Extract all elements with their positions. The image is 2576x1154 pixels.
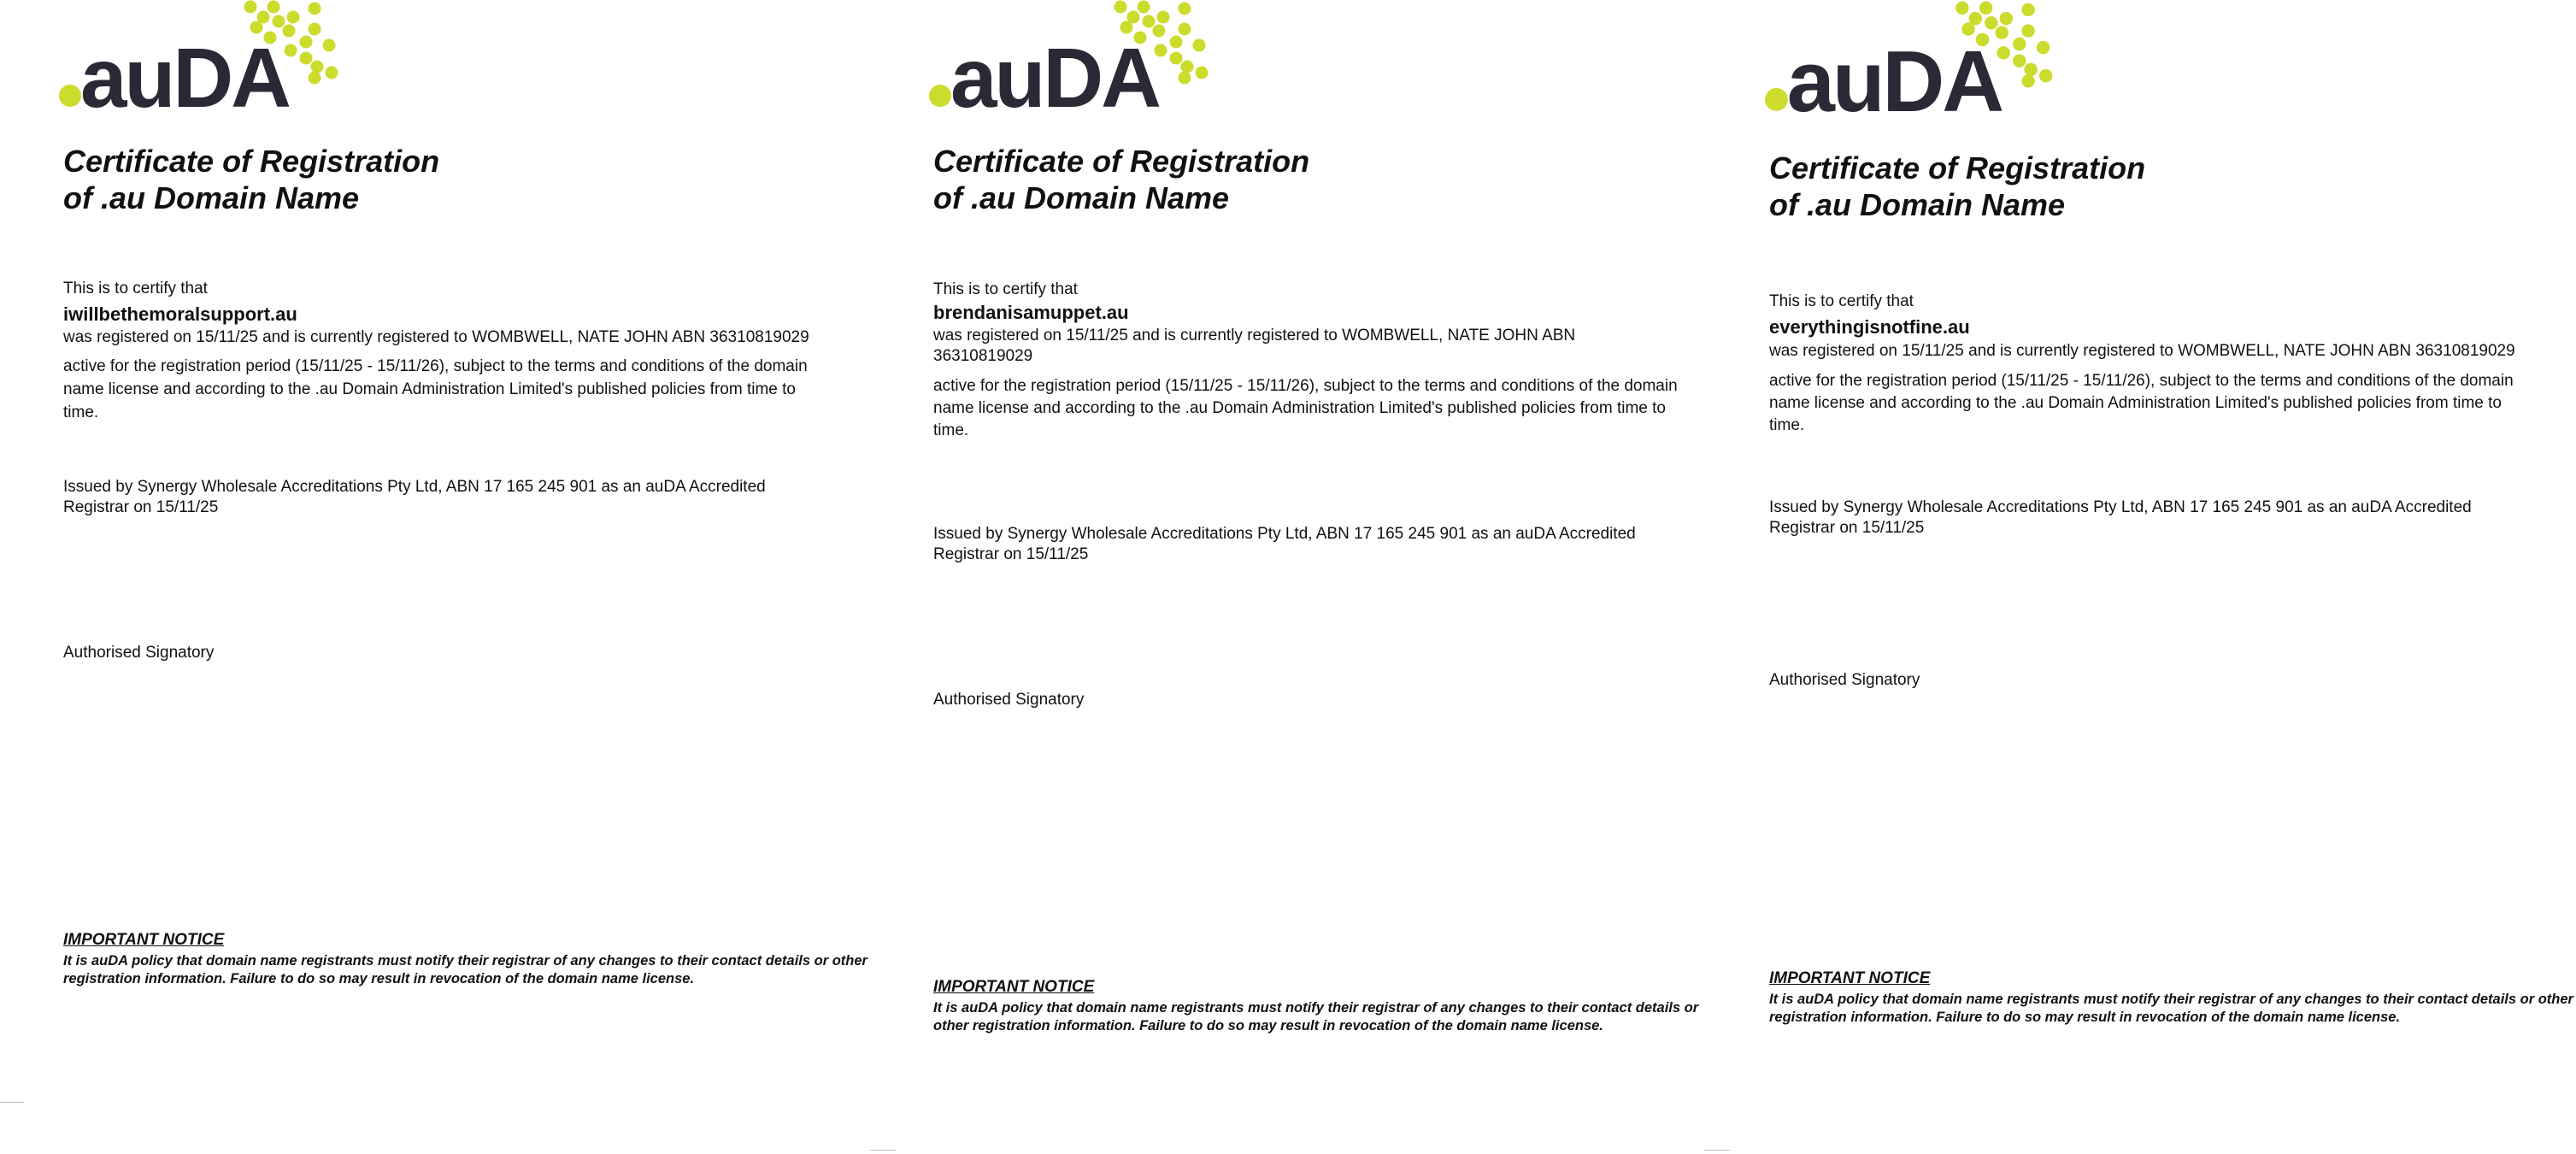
domain-name: iwillbethemoralsupport.au (63, 303, 297, 325)
domain-name: everythingisnotfine.au (1769, 316, 1970, 338)
certificate-title (1769, 150, 2145, 223)
domain-name: brendanisamuppet.au (933, 302, 1129, 323)
authorised-signatory: Authorised Signatory (63, 644, 215, 662)
auda-logo (928, 0, 1210, 125)
title-line-1: Certificate of Registration (933, 144, 1310, 179)
important-notice-heading: IMPORTANT NOTICE (63, 931, 225, 949)
certify-label: This is to certify that (933, 280, 1078, 298)
logo-wordmark: auDA (1786, 33, 2003, 130)
logo-wordmark: auDA (80, 31, 289, 125)
important-notice-heading: IMPORTANT NOTICE (1769, 969, 1931, 987)
auda-logo-graphic (928, 0, 1210, 125)
certify-label: This is to certify that (1769, 292, 1914, 310)
registration-details: was registered on 15/11/25 and is currently registered to WOMBWELL, NATE JOHN ABN 36310819029 (63, 328, 809, 346)
certificate-title (933, 143, 1309, 216)
title-line-1: Certificate of Registration (63, 144, 440, 179)
title-line-2: of .au Domain Name (933, 180, 1230, 215)
auda-logo-graphic (1764, 0, 2055, 130)
registration-details: was registered on 15/11/25 and is currently registered to WOMBWELL, NATE JOHN ABN 36310819029 (1769, 342, 2515, 360)
auda-logo (58, 0, 340, 125)
important-notice-body: It is auDA policy that domain name registrants must notify their registrar of any changes to their contact details or other registration information. Failure to do so may result in revocation of the domain name license. (1769, 992, 2573, 1025)
authorised-signatory: Authorised Signatory (1769, 671, 1920, 689)
title-line-2: of .au Domain Name (63, 180, 360, 215)
page-edge-mark (0, 1102, 24, 1103)
registration-details: was registered on 15/11/25 and is currently registered to WOMBWELL, NATE JOHN ABN 36310819029 (933, 327, 1576, 365)
registration-period: active for the registration period (15/11/25 - 15/11/26), subject to the terms and conditions of the domain name license and according to the .au Domain Administration Limited's published policies from time to time. (933, 377, 1678, 439)
important-notice-body: It is auDA policy that domain name registrants must notify their registrar of any changes to their contact details or other registration information. Failure to do so may result in revocation of the domain name license. (933, 1000, 1699, 1033)
issuer-statement: Issued by Synergy Wholesale Accreditations Pty Ltd, ABN 17 165 245 901 as an auDA Accredited Registrar on 15/11/25 (63, 478, 766, 516)
important-notice-body: It is auDA policy that domain name registrants must notify their registrar of any changes to their contact details or other registration information. Failure to do so may result in revocation of the domain name license. (63, 953, 867, 986)
registration-period: active for the registration period (15/11/25 - 15/11/26), subject to the terms and conditions of the domain name license and according to the .au Domain Administration Limited's published policies from time to time. (1769, 372, 2514, 434)
important-notice-heading: IMPORTANT NOTICE (933, 978, 1095, 996)
auda-logo-graphic (58, 0, 340, 125)
certify-label: This is to certify that (63, 280, 208, 297)
certificate-2 (870, 0, 1725, 1154)
logo-wordmark: auDA (950, 31, 1159, 125)
certificate-1 (0, 0, 870, 1154)
issuer-statement: Issued by Synergy Wholesale Accreditations Pty Ltd, ABN 17 165 245 901 as an auDA Accredited Registrar on 15/11/25 (933, 525, 1636, 563)
certificate-3 (1725, 0, 2573, 1154)
certificate-title (63, 143, 439, 216)
title-line-2: of .au Domain Name (1769, 187, 2066, 222)
auda-logo (1764, 0, 2055, 130)
registration-period: active for the registration period (15/11/25 - 15/11/26), subject to the terms and conditions of the domain name license and according to the .au Domain Administration Limited's published policies from time to time. (63, 357, 808, 421)
authorised-signatory: Authorised Signatory (933, 691, 1085, 709)
issuer-statement: Issued by Synergy Wholesale Accreditations Pty Ltd, ABN 17 165 245 901 as an auDA Accredited Registrar on 15/11/25 (1769, 498, 2472, 537)
title-line-1: Certificate of Registration (1769, 150, 2146, 185)
